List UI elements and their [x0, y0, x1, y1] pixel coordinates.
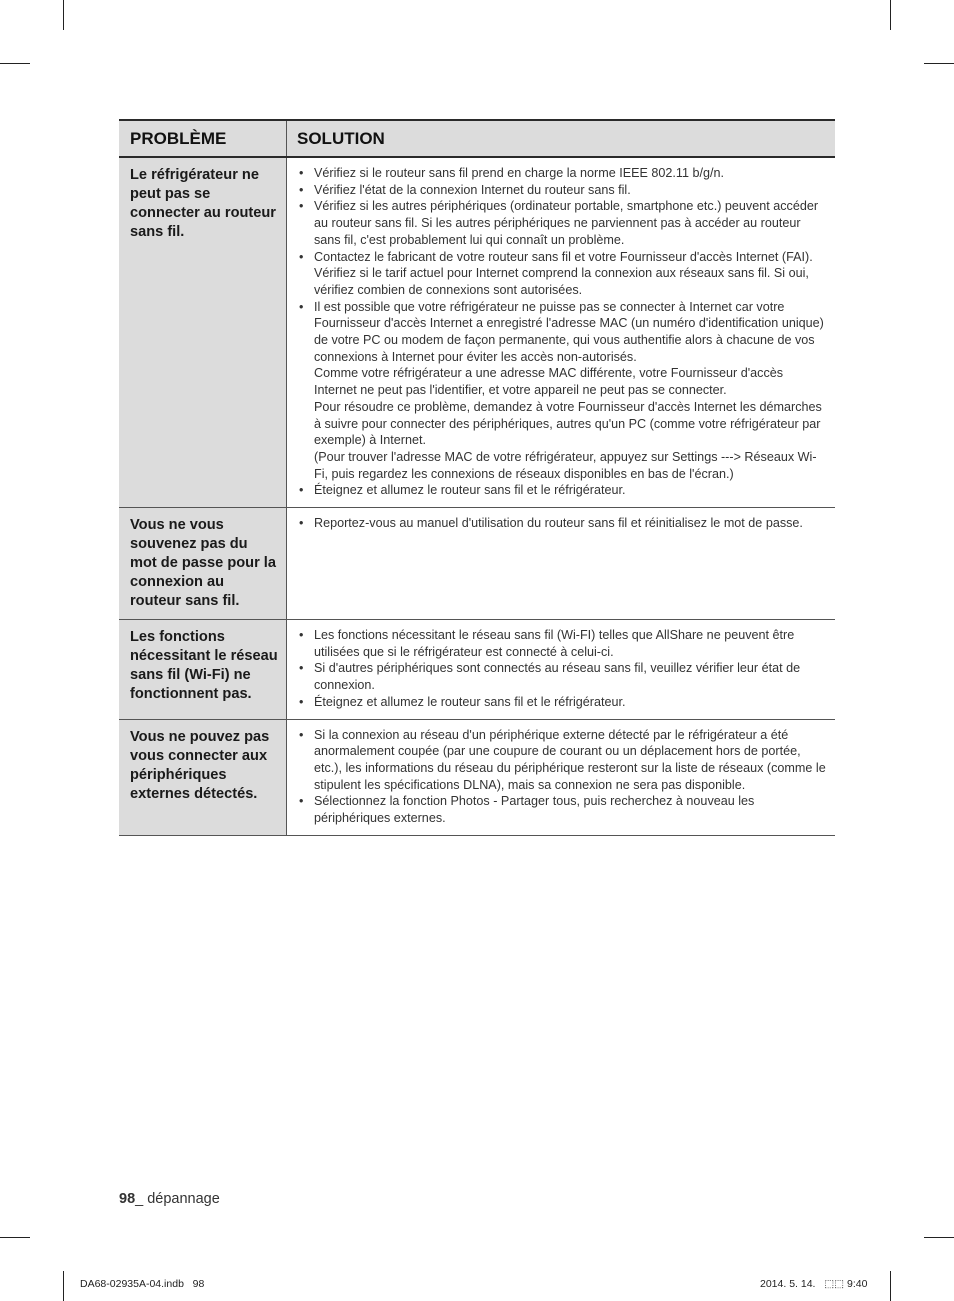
list-item: • Vérifiez l'état de la connexion Internet du routeur sans fil.	[297, 182, 827, 199]
list-item: • Reportez-vous au manuel d'utilisation du routeur sans fil et réinitialisez le mot de passe.	[297, 515, 827, 532]
list-item: • Contactez le fabricant de votre routeur sans fil et votre Fournisseur d'accès Internet (FAI). Vérifiez si le tarif actuel pour Internet comprend la connexion aux réseaux sans fil. Si oui, vérifiez combien de connexions sont autorisées.	[297, 249, 827, 299]
header-solution: SOLUTION	[297, 128, 385, 148]
table-row	[119, 508, 835, 620]
sub-paragraph: (Pour trouver l'adresse MAC de votre réfrigérateur, appuyez sur Settings ---> Réseaux Wi-Fi, puis regardez les connexions de réseaux disponibles en bas de l'écran.)	[314, 449, 817, 481]
crop-mark	[63, 1271, 64, 1301]
list-item: • Sélectionnez la fonction Photos - Partager tous, puis recherchez à nouveau les périphériques externes.	[297, 793, 827, 826]
troubleshooting-table	[119, 119, 835, 836]
list-item: • Éteignez et allumez le routeur sans fil et le réfrigérateur.	[297, 694, 827, 711]
problem-cell: Le réfrigérateur ne peut pas se connecter au routeur sans fil.	[119, 158, 287, 507]
problem-cell: Vous ne vous souvenez pas du mot de passe pour la connexion au routeur sans fil.	[119, 508, 287, 619]
list-item: • Il est possible que votre réfrigérateur ne puisse pas se connecter à Internet car votre Fournisseur d'accès Internet a enregistré l'adresse MAC (un numéro d'identification unique) de votre PC ou modem de façon permanente, qui vous authentifie alors à chacune de vos connexions à Internet pour éviter les accès non-autorisés.	[297, 299, 827, 366]
list-item: • Les fonctions nécessitant le réseau sans fil (Wi-FI) telles que AllShare ne peuvent être utilisées que si le réfrigérateur est connecté à celui-ci.	[297, 627, 827, 660]
page-footer	[119, 1191, 220, 1207]
problem-cell: Vous ne pouvez pas vous connecter aux périphériques externes détectés.	[119, 720, 287, 835]
sub-paragraph: Comme votre réfrigérateur a une adresse MAC différente, votre Fournisseur d'accès Internet ne peut pas l'identifier, et votre appareil ne peut pas se connecter.	[314, 366, 784, 398]
crop-mark	[0, 1237, 30, 1238]
problem-cell: Les fonctions nécessitant le réseau sans fil (Wi-Fi) ne fonctionnent pas.	[119, 620, 287, 719]
table-row	[119, 158, 835, 508]
crop-mark	[890, 1271, 891, 1301]
list-item: • Si d'autres périphériques sont connectés au réseau sans fil, veuillez vérifier leur état de connexion.	[297, 660, 827, 693]
crop-mark	[924, 63, 954, 64]
solution-cell	[287, 620, 835, 719]
header-problem: PROBLÈME	[119, 121, 287, 156]
crop-mark	[890, 0, 891, 30]
print-slug-date: 2014. 5. 14. ⬚⬚ 9:40	[760, 1278, 868, 1290]
crop-mark	[924, 1237, 954, 1238]
list-item: • Éteignez et allumez le routeur sans fil et le réfrigérateur.	[297, 482, 827, 499]
solution-cell	[287, 508, 835, 619]
list-item: • Vérifiez si le routeur sans fil prend en charge la norme IEEE 802.11 b/g/n.	[297, 165, 827, 182]
section-name: _ dépannage	[135, 1191, 220, 1207]
table-row	[119, 720, 835, 836]
page-number: 98	[119, 1191, 136, 1207]
sub-paragraph: Pour résoudre ce problème, demandez à votre Fournisseur d'accès Internet les démarches à suivre pour connecter des périphériques, autres qu'un PC (comme votre réfrigérateur par exemple) à Internet.	[314, 399, 822, 448]
list-item: • Vérifiez si les autres périphériques (ordinateur portable, smartphone etc.) peuvent accéder au routeur sans fil. Si les autres périphériques ne parviennent pas à accéder au routeur sans fil, c'est probablement lui qui connaît un problème.	[297, 198, 827, 248]
print-slug-file: DA68-02935A-04.indb 98	[80, 1278, 205, 1290]
list-item: • Si la connexion au réseau d'un périphérique externe détecté par le réfrigérateur a été anormalement coupée (par une coupure de courant ou un déplacement hors de portée, etc.), les informations du réseau du périphérique resteront sur la liste de réseaux (comme le stipulent les spécifications DLNA), mais sa connexion ne sera pas disponible.	[297, 727, 827, 794]
crop-mark	[63, 0, 64, 30]
crop-mark	[0, 63, 30, 64]
solution-cell	[287, 158, 835, 507]
table-header	[119, 119, 835, 158]
solution-cell	[287, 720, 835, 835]
table-row	[119, 620, 835, 720]
